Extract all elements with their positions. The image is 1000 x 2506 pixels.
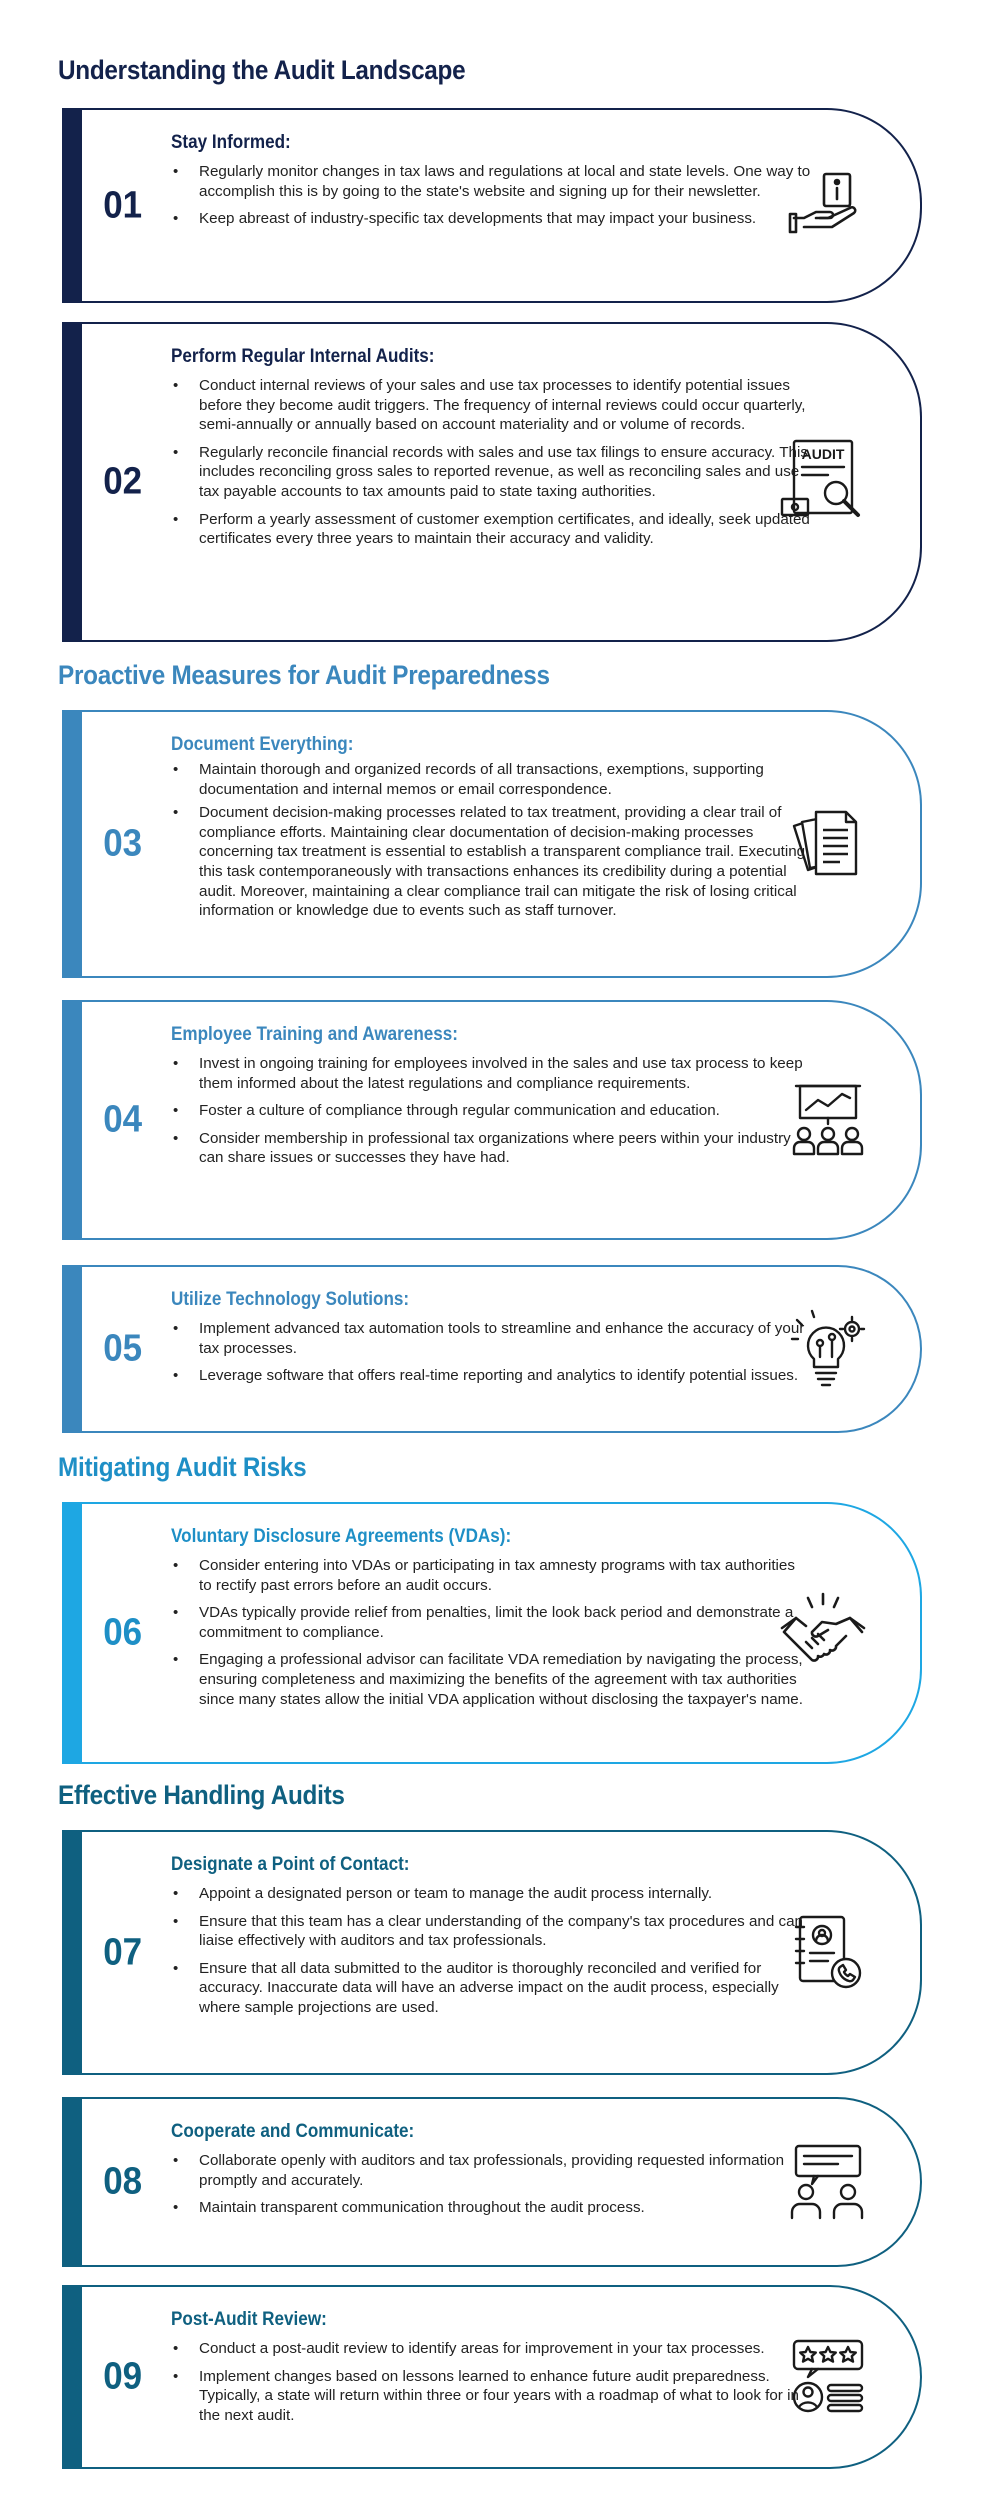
card-accent-bar [62,710,82,978]
card-accent-bar [62,1830,82,2075]
info-hand-icon [788,166,868,246]
card-accent-bar [62,108,82,303]
card-number: 03 [103,822,143,865]
card-accent-bar [62,1000,82,1240]
bullet-list [171,376,811,549]
audit-document-icon [778,437,868,527]
bullet-item: • Appoint a designated person or team to manage the audit process internally. [171,1884,811,1904]
review-rating-icon [788,2337,868,2417]
card-heading: Document Everything: [171,734,354,755]
bullet-item: • Maintain transparent communication throughout the audit process. [171,2198,811,2218]
bullet-item: • Implement advanced tax automation tools to streamline and enhance the accuracy of your tax processes. [171,1319,811,1358]
bullet-item: • Consider entering into VDAs or participating in tax amnesty programs with tax authorities to rectify past errors before an audit occurs. [171,1556,811,1595]
lightbulb-gear-icon [788,1309,868,1389]
card-number: 06 [103,1611,143,1654]
bullet-item: • Foster a culture of compliance through regular communication and education. [171,1101,811,1121]
bullet-list [171,2339,811,2425]
bullet-item: • Consider membership in professional tax organizations where peers within your industry can share issues or successes they have had. [171,1129,811,1168]
bullet-item: • Engaging a professional advisor can facilitate VDA remediation by navigating the process, ensuring completeness and maximizing the benefits of the agreement with tax authorities since many states allow the initial VDA application without disclosing the taxpayer's name. [171,1650,811,1709]
bullet-list [171,2151,811,2218]
bullet-item: • Document decision-making processes related to tax treatment, providing a clear trail of compliance efforts. Maintaining clear documentation of decision-making processes concerning tax treatment is essential to establish a transparent compliance trail. Executing this task contemporaneously with transactions enhances its credibility during a potential audit. Moreover, maintaining a clear compliance trail can mitigate the risk of losing critical information or knowledge due to events such as staff turnover. [171,803,811,921]
card-accent-bar [62,1265,82,1433]
bullet-item: • Regularly monitor changes in tax laws and regulations at local and state levels. One way to accomplish this is by going to the state's website and signing up for their newsletter. [171,162,811,201]
training-presentation-icon [788,1080,868,1160]
contact-book-icon [788,1913,868,1993]
documents-icon [788,804,868,884]
section-title-handling: Effective Handling Audits [58,1780,345,1810]
bullet-list [171,1556,811,1709]
card-01 [62,108,922,303]
card-heading: Stay Informed: [171,132,291,153]
card-02 [62,322,922,642]
card-06 [62,1502,922,1764]
card-05 [62,1265,922,1433]
bullet-list [171,1054,811,1168]
bullet-item: • Regularly reconcile financial records with sales and use tax filings to ensure accuracy. This includes reconciling gross sales to reported revenue, as well as reconciling sales and use tax payable accounts to tax amounts paid to state taxing authorities. [171,443,811,502]
bullet-item: • Ensure that all data submitted to the auditor is thoroughly reconciled and verified for accuracy. Inaccurate data will have an adverse impact on the audit process, especially where sample projections are used. [171,1959,811,2018]
card-heading: Cooperate and Communicate: [171,2121,415,2142]
card-08 [62,2097,922,2267]
card-number: 01 [103,184,143,226]
bullet-item: • Perform a yearly assessment of customer exemption certificates, and ideally, seek updated certificates every three years to maintain their accuracy and validity. [171,510,811,549]
bullet-item: • Collaborate openly with auditors and tax professionals, providing requested information promptly and accurately. [171,2151,811,2190]
audit-icon-label: AUDIT [801,446,845,462]
card-number: 07 [103,1931,143,1973]
card-number: 05 [103,1327,143,1370]
bullet-list [171,1319,811,1386]
section-title-proactive: Proactive Measures for Audit Preparedness [58,660,550,690]
bullet-list [171,760,811,921]
card-number: 08 [103,2160,143,2203]
card-number: 04 [103,1098,143,1141]
bullet-list [171,1884,811,2018]
card-heading: Perform Regular Internal Audits: [171,346,435,367]
bullet-item: • VDAs typically provide relief from penalties, limit the look back period and demonstrate a commitment to compliance. [171,1603,811,1642]
card-accent-bar [62,322,82,642]
bullet-item: • Conduct a post-audit review to identify areas for improvement in your tax processes. [171,2339,811,2359]
card-number: 02 [103,460,143,503]
bullet-item: • Implement changes based on lessons learned to enhance future audit preparedness. Typically, a state will return within three or four years with a roadmap of what to look for in the next audit. [171,2367,811,2426]
card-number: 09 [103,2355,143,2398]
card-heading: Employee Training and Awareness: [171,1024,459,1045]
card-heading: Designate a Point of Contact: [171,1854,410,1875]
card-accent-bar [62,2285,82,2469]
handshake-icon [778,1588,868,1678]
card-accent-bar [62,1502,82,1764]
bullet-item: • Leverage software that offers real-time reporting and analytics to identify potential issues. [171,1366,811,1386]
card-07 [62,1830,922,2075]
section-title-understanding: Understanding the Audit Landscape [58,55,466,85]
bullet-item: • Keep abreast of industry-specific tax developments that may impact your business. [171,209,811,229]
card-03 [62,710,922,978]
card-heading: Utilize Technology Solutions: [171,1289,410,1310]
card-accent-bar [62,2097,82,2267]
bullet-item: • Conduct internal reviews of your sales and use tax processes to identify potential issues before they become audit triggers. The frequency of internal reviews could occur quarterly, semi-annually or annually based on account materiality and or volume of records. [171,376,811,435]
bullet-item: • Maintain thorough and organized records of all transactions, exemptions, supporting documentation and internal memos or email correspondence. [171,760,811,799]
bullet-item: • Invest in ongoing training for employees involved in the sales and use tax process to keep them informed about the latest regulations and compliance requirements. [171,1054,811,1093]
card-heading: Voluntary Disclosure Agreements (VDAs): [171,1526,512,1547]
communication-people-icon [788,2142,868,2222]
card-04 [62,1000,922,1240]
card-09 [62,2285,922,2469]
bullet-list [171,162,811,229]
bullet-item: • Ensure that this team has a clear understanding of the company's tax procedures and can liaise effectively with auditors and tax professionals. [171,1912,811,1951]
section-title-mitigating: Mitigating Audit Risks [58,1452,307,1482]
card-heading: Post-Audit Review: [171,2309,327,2330]
